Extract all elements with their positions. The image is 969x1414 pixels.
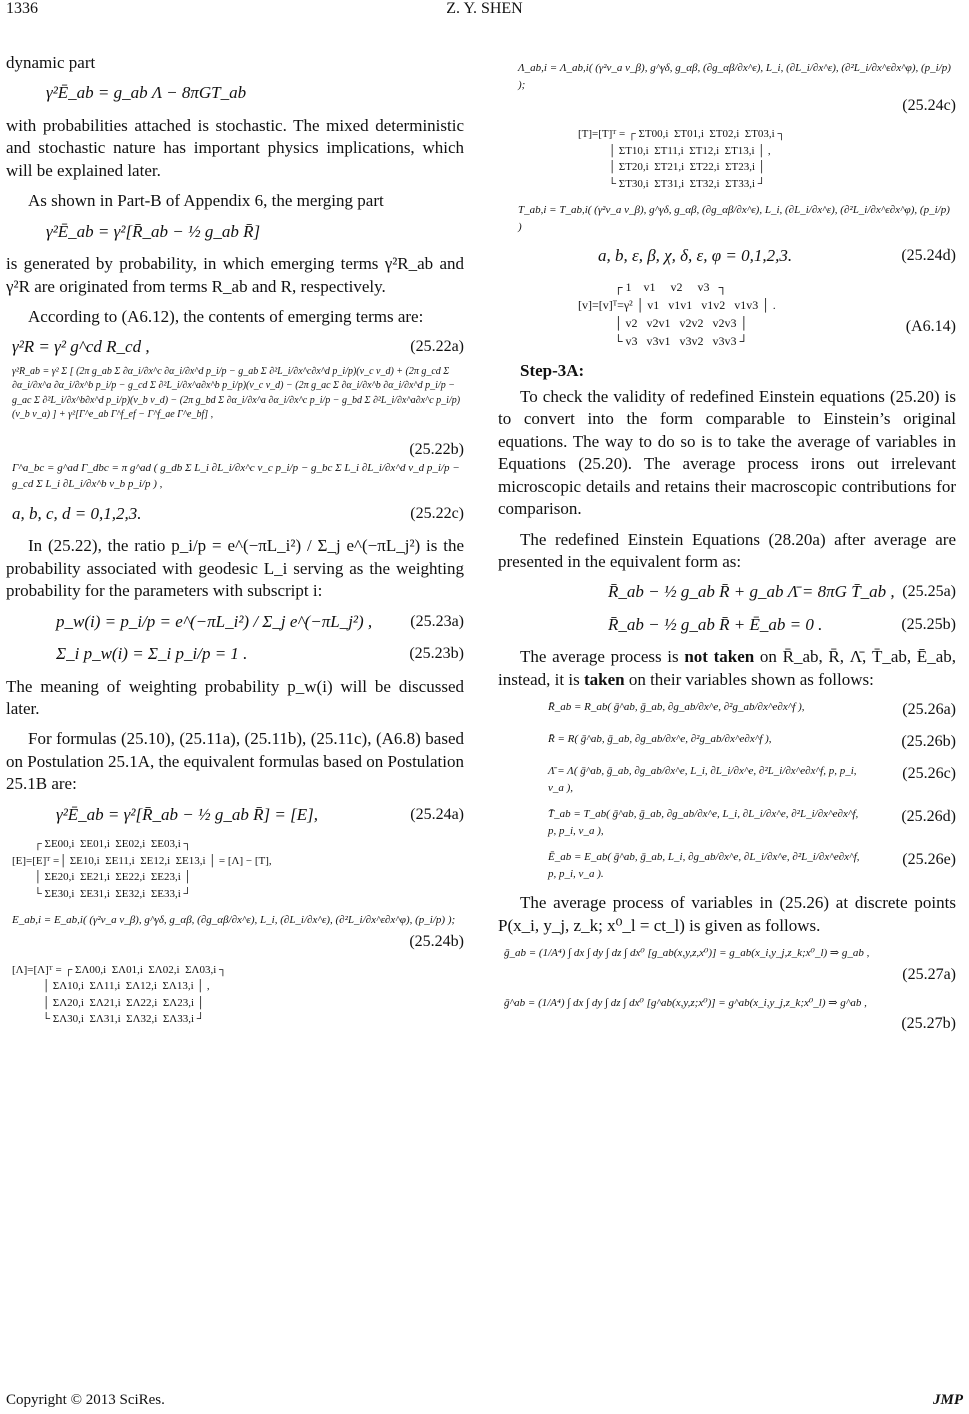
equation-number: (25.22a) (410, 338, 464, 356)
equation-25-26c (498, 763, 956, 796)
page-number: 1336 (6, 0, 38, 17)
equation-expression: a, b, ε, β, χ, δ, ε, φ = 0,1,2,3. (598, 246, 793, 266)
equation-expression: Ē_ab = E_ab( ḡ^ab, ḡ_ab, L_i, ∂g_ab/∂x^e, ∂L_i/∂x^e, ∂²L_i/∂x^e∂x^f, p, p_i, v_a ). (548, 851, 860, 880)
right-column (498, 52, 956, 1044)
paragraph: For formulas (25.10), (25.11a), (25.11b), (25.11c), (A6.8) based on Postulation 25.1A, the equivalent formulas based on Postulation 25.1B are: (6, 729, 465, 794)
equation-dynamic (6, 82, 464, 104)
matrix-E (6, 836, 464, 902)
emphasis: taken (583, 669, 625, 689)
equation-number: (25.26d) (901, 808, 956, 826)
text-run: The average process is (520, 647, 685, 667)
matrix-expression: ┌ 1 v1 v2 v3 ┐ [v]=[v]ᵀ=γ² │ v1 v1v1 v1v2 v1v3 │ . │ v2 v2v1 v2v2 v2v3 │ └ v3 v3v1 v3v2 v3v3 ┘ (578, 279, 776, 348)
equation-expression: T̄_ab = T_ab( ḡ^ab, ḡ_ab, ∂g_ab/∂x^e, L_i, ∂L_i/∂x^e, ∂²L_i/∂x^e∂x^f, p, p_i, v_a ), (548, 808, 859, 837)
equation-number: (25.24b) (409, 932, 464, 950)
equation-25-23b (6, 643, 464, 665)
equation-expression: Σ_i p_w(i) = Σ_i p_i/p = 1 . (56, 644, 248, 664)
equation-expression: γ²R_ab = γ² Σ [ (2π g_ab Σ ∂α_i/∂x^c ∂α_i/∂x^d p_i/p − g_ab Σ ∂²L_i/∂x^c∂x^d p_i/p)(v_c v_d) + (2π g_cd Σ ∂α_i/∂x^a ∂α_i/∂x^b p_i/p − g_cd Σ ∂²L_i/∂x^a∂x^b p_i/p)(v_c v_d) − (2π g_ac Σ ∂α_i/∂x^b ∂α_i/∂x^d p_i/p − g_ac Σ ∂²L_i/∂x^b∂x^d p_i/p)(v_b v_d) − (2π g_bd Σ ∂α_i/∂x^a ∂α_i/∂x^c p_i/p − g_bd Σ ∂²L_i/∂x^a∂x^c p_i/p)(v_b v_a) ] + γ²[Γ^e_ab Γ^f_ef − Γ^f_ae Γ^e_bf] , (12, 365, 461, 421)
equation-number: (25.27b) (901, 1015, 956, 1033)
journal-abbrev: JMP (933, 1392, 963, 1408)
equation-number: (25.27a) (902, 965, 956, 983)
equation-25-22c (6, 503, 464, 525)
equation-Lambda-components (498, 60, 956, 116)
equation-expression: γ²Ē_ab = γ²[R̄_ab − ½ g_ab R̄] (46, 221, 261, 241)
equation-25-25b (498, 614, 956, 636)
equation-expression: R̄_ab − ½ g_ab R̄ + g_ab Λ̄ = 8πG T̄_ab , (608, 582, 895, 602)
equation-number: (25.25b) (901, 615, 956, 633)
equation-number: (25.22c) (410, 504, 464, 522)
equation-number: (25.26a) (902, 701, 956, 719)
paragraph (498, 646, 956, 691)
paragraph: dynamic part (6, 53, 96, 72)
equation-expression: R̄_ab − ½ g_ab R̄ + Ē_ab = 0 . (608, 614, 823, 634)
paragraph: with probabilities attached is stochastic. The mixed deterministic and stochastic nature has important physics implications, which will be explained later. (6, 115, 464, 180)
equation-E-components (6, 912, 464, 952)
equation-expression: Λ_ab,i = Λ_ab,i( (γ²v_a v_β), g^γδ, g_αβ, (∂g_αβ/∂x^ε), L_i, (∂L_i/∂x^ε), (∂²L_i/∂x^ε∂x^φ), (p_i/p) ); (518, 62, 951, 91)
equation-number: (25.24c) (902, 97, 956, 114)
equation-number: (25.26b) (901, 733, 956, 751)
equation-number: (25.26c) (902, 765, 956, 783)
equation-25-27b (498, 995, 956, 1035)
left-column (6, 52, 464, 1038)
equation-25-27a (498, 945, 956, 985)
emphasis: not taken (684, 647, 755, 667)
equation-25-22b (6, 439, 464, 493)
equation-25-26d (498, 806, 956, 839)
equation-expression: Λ̄ = Λ( ḡ^ab, ḡ_ab, ∂g_ab/∂x^e, L_i, ∂L_i/∂x^e, ∂²L_i/∂x^e∂x^f, p, p_i, v_a ), (548, 765, 857, 794)
equation-expression: γ²R = γ² g^cd R_cd , (12, 337, 150, 357)
matrix-expression: [Λ]=[Λ]ᵀ = ┌ ΣΛ00,i ΣΛ01,i ΣΛ02,i ΣΛ03,i ┐ │ ΣΛ10,i ΣΛ11,i ΣΛ12,i ΣΛ13,i │ , │ ΣΛ20,i ΣΛ21,i ΣΛ22,i ΣΛ23,i │ └ ΣΛ30,i ΣΛ31,i ΣΛ32,i ΣΛ33,i ┘ (12, 963, 227, 1026)
equation-25-26e (498, 849, 956, 882)
copyright-notice: Copyright © 2013 SciRes. (6, 1392, 165, 1408)
matrix-expression: [T]=[T]ᵀ = ┌ ΣT00,i ΣT01,i ΣT02,i ΣT03,i ┐ │ ΣT10,i ΣT11,i ΣT12,i ΣT13,i │ , │ ΣT20,i ΣT21,i ΣT22,i ΣT23,i │ └ ΣT30,i ΣT31,i ΣT32,i ΣT33,i ┘ (578, 128, 786, 190)
equation-number: (A6.14) (905, 317, 956, 335)
equation-expression: R̄_ab = R_ab( ḡ^ab, ḡ_ab, ∂g_ab/∂x^e, ∂²g_ab/∂x^e∂x^f ), (548, 701, 805, 714)
equation-expression: E_ab,i = E_ab,i( (γ²v_a v_β), g^γδ, g_αβ, (∂g_αβ/∂x^ε), L_i, (∂L_i/∂x^ε), (∂²L_i/∂x^ε∂x^φ), (p_i/p) ); (12, 914, 456, 927)
equation-25-24a (6, 804, 464, 826)
paragraph: In (25.22), the ratio p_i/p = e^(−πL_i²) / Σ_j e^(−πL_j²) is the probability associated with geodesic L_i serving as the weighting probability for the parameters with subscript i: (6, 536, 464, 601)
equation-number: (25.26e) (902, 851, 956, 869)
paragraph: is generated by probability, in which emerging terms γ²R_ab and γ²R are originated from terms R_ab and R, respectively. (6, 254, 464, 296)
equation-25-22a (6, 336, 464, 422)
equation-expression: γ²Ē_ab = γ²[R̄_ab − ½ g_ab R̄] = [E], (56, 804, 319, 824)
equation-25-24d (498, 245, 956, 267)
paragraph: The average process of variables in (25.26) at discrete points P(x_i, y_j, z_k; x⁰_l = ct_l) is given as follows. (498, 893, 956, 935)
equation-expression: Γ^a_bc = g^ad Γ_dbc = π g^ad ( g_db Σ L_i ∂L_i/∂x^c v_c p_i/p − g_bc Σ L_i ∂L_i/∂x^d v_d p_i/p − g_cd Σ L_i ∂L_i/∂x^b v_b p_i/p ) , (12, 461, 460, 491)
section-heading: Step-3A: (520, 360, 585, 380)
equation-expression: p_w(i) = p_i/p = e^(−πL_i²) / Σ_j e^(−πL_j²) , (56, 611, 373, 631)
text-run: on R̄_ab, R̄, Λ̄, T̄_ab, Ē_ab, instead, it is (498, 647, 956, 689)
equation-expression: a, b, c, d = 0,1,2,3. (12, 503, 142, 523)
equation-number: (25.24d) (901, 247, 956, 265)
equation-number: (25.24a) (410, 805, 464, 823)
equation-25-23a (6, 611, 464, 633)
matrix-T (498, 126, 956, 192)
equation-number: (25.22b) (409, 440, 464, 458)
equation-25-26b (498, 731, 956, 753)
equation-25-26a (498, 699, 956, 721)
equation-expression: ḡ^ab = (1/A⁴) ∫ dx ∫ dy ∫ dz ∫ dx⁰ [g^ab(x,y,z;x⁰)] = g^ab(x_i,y_j,z_k;x⁰_l) ⇒ g^ab , (504, 996, 867, 1009)
equation-25-25a (498, 581, 956, 603)
equation-number: (25.25a) (902, 583, 956, 601)
equation-number: (25.23a) (410, 612, 464, 630)
paragraph: The redefined Einstein Equations (28.20a) after average are presented in the equivalent form as: (498, 529, 956, 572)
matrix-expression: ┌ ΣE00,i ΣE01,i ΣE02,i ΣE03,i ┐ [E]=[E]ᵀ =│ ΣE10,i ΣE11,i ΣE12,i ΣE13,i │ = [Λ] − [T], │ ΣE20,i ΣE21,i ΣE22,i ΣE23,i │ └ ΣE30,i ΣE31,i ΣE32,i ΣE33,i ┘ (12, 838, 272, 900)
equation-T-components (498, 202, 956, 235)
equation-expression: γ²Ē_ab = g_ab Λ − 8πGT_ab (46, 83, 247, 103)
equation-expression: ḡ_ab = (1/A⁴) ∫ dx ∫ dy ∫ dz ∫ dx⁰ [g_ab(x,y,z,x⁰)] = g_ab(x_i,y_j,z_k;x⁰_l) ⇒ g_ab , (504, 947, 870, 960)
matrix-Lambda (6, 962, 464, 1028)
running-title: Z. Y. SHEN (446, 0, 523, 17)
equation-number: (25.23b) (409, 645, 464, 663)
equation-merging (6, 221, 464, 243)
equation-expression: T_ab,i = T_ab,i( (γ²v_a v_β), g^γδ, g_αβ, (∂g_αβ/∂x^ε), L_i, (∂L_i/∂x^ε), (∂²L_i/∂x^ε∂x^φ), (p_i/p) ) (518, 204, 950, 233)
paragraph: According to (A6.12), the contents of emerging terms are: (28, 306, 424, 326)
paragraph: The meaning of weighting probability p_w(i) will be discussed later. (6, 676, 464, 718)
equation-expression: R̄ = R( ḡ^ab, ḡ_ab, ∂g_ab/∂x^e, ∂²g_ab/∂x^e∂x^f ), (548, 733, 772, 746)
text-run: on their variables shown as follows: (624, 669, 874, 689)
matrix-v (498, 278, 956, 350)
paragraph: As shown in Part-B of Appendix 6, the merging part (28, 191, 384, 211)
paragraph: To check the validity of redefined Einstein equations (25.20) is to convert into the form comparable to Einstein’s original equations. The way to do so is to take the average of variables in Equations (25.20). The average process irons out irrelevant microscopic details and retains their macroscopic contributions for comparison. (498, 386, 956, 519)
